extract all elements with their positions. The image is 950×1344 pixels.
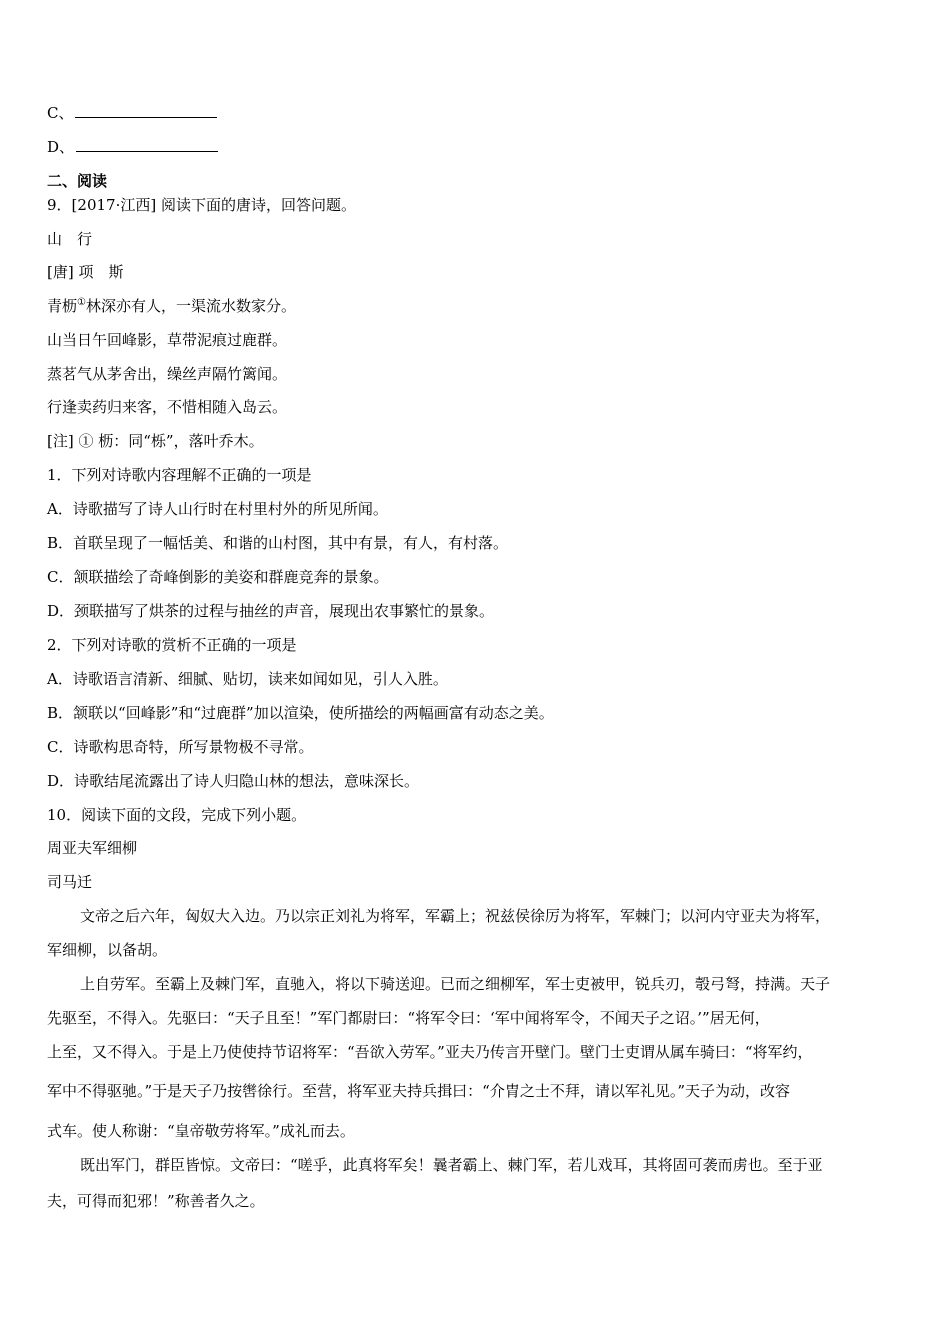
q9-sub1-option-d: D．颈联描写了烘茶的过程与抽丝的声音，展现出农事繁忙的景象。 <box>47 602 495 620</box>
poem-author: [唐] 项 斯 <box>47 263 124 281</box>
passage-p2-line-2: 先驱至，不得入。先驱曰：“天子且至！”军门都尉曰：“将军令曰：‘军中闻将军令，不闻天子之诏。’”居无何， <box>47 1009 770 1027</box>
q9-sub2-stem: 2．下列对诗歌的赏析不正确的一项是 <box>47 636 297 654</box>
poem-line-3: 蒸茗气从茅舍出，缲丝声隔竹篱闻。 <box>47 365 288 383</box>
answer-c-blank[interactable] <box>75 103 217 118</box>
answer-d-blank[interactable] <box>76 137 218 152</box>
poem-title: 山 行 <box>47 230 93 248</box>
answer-d-label: D、 <box>47 138 75 156</box>
poem-line-1 <box>47 296 296 316</box>
q9-sub1-option-a: A．诗歌描写了诗人山行时在村里村外的所见所闻。 <box>47 500 388 518</box>
note-marker: ① <box>77 297 86 308</box>
passage-p2-line-3: 上至，又不得入。于是上乃使使持节诏将军：“吾欲入劳军。”亚夫乃传言开壁门。壁门士吏谓从属车骑曰：“将军约， <box>47 1043 813 1061</box>
q9-sub2-option-b: B．颔联以“回峰影”和“过鹿群”加以渲染，使所描绘的两幅画富有动态之美。 <box>47 704 554 722</box>
q10-stem: 10．阅读下面的文段，完成下列小题。 <box>47 806 307 824</box>
poem-line-1-part-b: 林深亦有人，一渠流水数家分。 <box>85 297 296 315</box>
passage-p1-line-2: 军细柳，以备胡。 <box>47 941 168 959</box>
poem-line-1-part-a: 青枥 <box>47 297 78 315</box>
answer-line-c <box>47 103 217 123</box>
poem-note: [注] ① 枥：同“栎”，落叶乔木。 <box>47 432 264 450</box>
passage-p2-line-4: 军中不得驱驰。”于是天子乃按辔徐行。至营，将军亚夫持兵揖曰：“介胄之士不拜，请以军礼见。”天子为动，改容 <box>47 1082 791 1100</box>
poem-line-4: 行逢卖药归来客，不惜相随入岛云。 <box>47 398 288 416</box>
q9-sub1-stem: 1．下列对诗歌内容理解不正确的一项是 <box>47 466 312 484</box>
passage-p3-line-2: 夫，可得而犯邪！”称善者久之。 <box>47 1192 265 1210</box>
q9-sub2-option-d: D．诗歌结尾流露出了诗人归隐山林的想法，意味深长。 <box>47 772 420 790</box>
q9-sub2-option-c: C．诗歌构思奇特，所写景物极不寻常。 <box>47 738 314 756</box>
section-heading: 二、阅读 <box>47 172 108 190</box>
passage-p1-line-1: 文帝之后六年，匈奴大入边。乃以宗正刘礼为将军，军霸上；祝兹侯徐厉为将军，军棘门；以河内守亚夫为将军， <box>80 907 831 925</box>
q9-stem: 9．[2017·江西] 阅读下面的唐诗，回答问题。 <box>47 196 356 214</box>
passage-author: 司马迁 <box>47 873 93 891</box>
passage-p2-line-1: 上自劳军。至霸上及棘门军，直驰入，将以下骑送迎。已而之细柳军，军士吏被甲，锐兵刃，彀弓弩，持满。天子 <box>80 975 831 993</box>
poem-line-2: 山当日午回峰影，草带泥痕过鹿群。 <box>47 331 288 349</box>
q9-sub1-option-c: C．颔联描绘了奇峰倒影的美姿和群鹿竞奔的景象。 <box>47 568 389 586</box>
passage-p3-line-1: 既出军门，群臣皆惊。文帝曰：“嗟乎，此真将军矣！曩者霸上、棘门军，若儿戏耳，其将固可袭而虏也。至于亚 <box>80 1156 823 1174</box>
passage-title: 周亚夫军细柳 <box>47 839 138 857</box>
answer-line-d <box>47 137 218 157</box>
q9-sub1-option-b: B．首联呈现了一幅恬美、和谐的山村图，其中有景，有人，有村落。 <box>47 534 509 552</box>
answer-c-label: C、 <box>47 104 74 122</box>
q9-sub2-option-a: A．诗歌语言清新、细腻、贴切，读来如闻如见，引人入胜。 <box>47 670 448 688</box>
passage-p2-line-5: 式车。使人称谢：“皇帝敬劳将军。”成礼而去。 <box>47 1122 355 1140</box>
